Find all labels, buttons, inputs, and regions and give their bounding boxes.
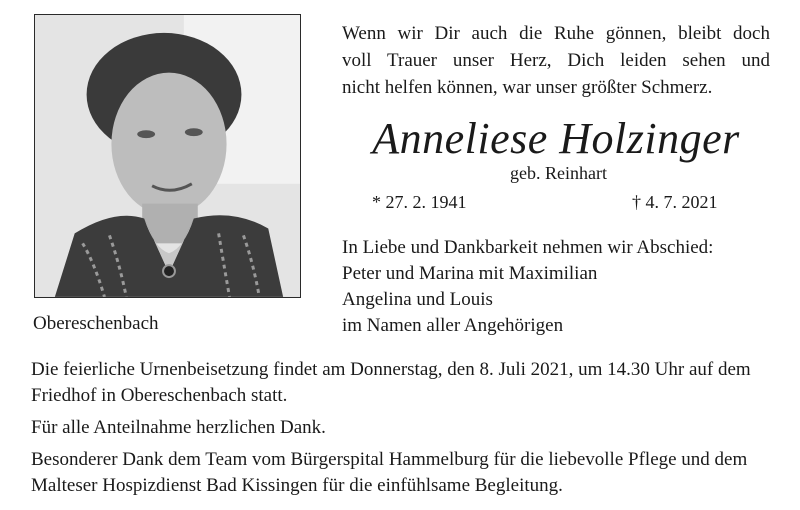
farewell-line: im Namen aller Angehörigen	[342, 315, 564, 336]
birth-date: * 27. 2. 1941	[372, 192, 467, 212]
special-thanks-text: Besonderer Dank dem Team vom Bürgerspital Hammelburg für die liebevolle Pflege und dem Malteser Hospizdienst Bad Kissingen für die einfühlsame Begleitung.	[31, 449, 748, 496]
farewell-line: Angelina und Louis	[342, 289, 493, 310]
deceased-name: Anneliese Holzinger	[372, 114, 740, 163]
place-name: Obereschenbach	[33, 313, 159, 334]
thanks-text: Für alle Anteilnahme herzlichen Dank.	[31, 417, 326, 438]
verse-line: nicht helfen können, war unser größter Schmerz.	[342, 77, 713, 98]
maiden-name: geb. Reinhart	[510, 163, 607, 183]
farewell-line: In Liebe und Dankbarkeit nehmen wir Abschied:	[342, 237, 714, 258]
portrait-photo	[34, 14, 301, 298]
farewell-line: Peter und Marina mit Maximilian	[342, 263, 598, 284]
memorial-verse	[342, 20, 770, 101]
funeral-details: Die feierliche Urnenbeisetzung findet am Donnerstag, den 8. Juli 2021, um 14.30 Uhr auf dem Friedhof in Obereschenbach statt.	[31, 359, 751, 406]
death-date: † 4. 7. 2021	[632, 192, 718, 212]
portrait-illustration	[35, 15, 300, 297]
verse-line: Wenn wir Dir auch die Ruhe gönnen, bleibt doch	[342, 23, 770, 44]
verse-line: voll Trauer unser Herz, Dich leiden sehen und	[342, 50, 770, 71]
funeral-notice	[31, 357, 771, 505]
farewell-block	[342, 235, 713, 339]
